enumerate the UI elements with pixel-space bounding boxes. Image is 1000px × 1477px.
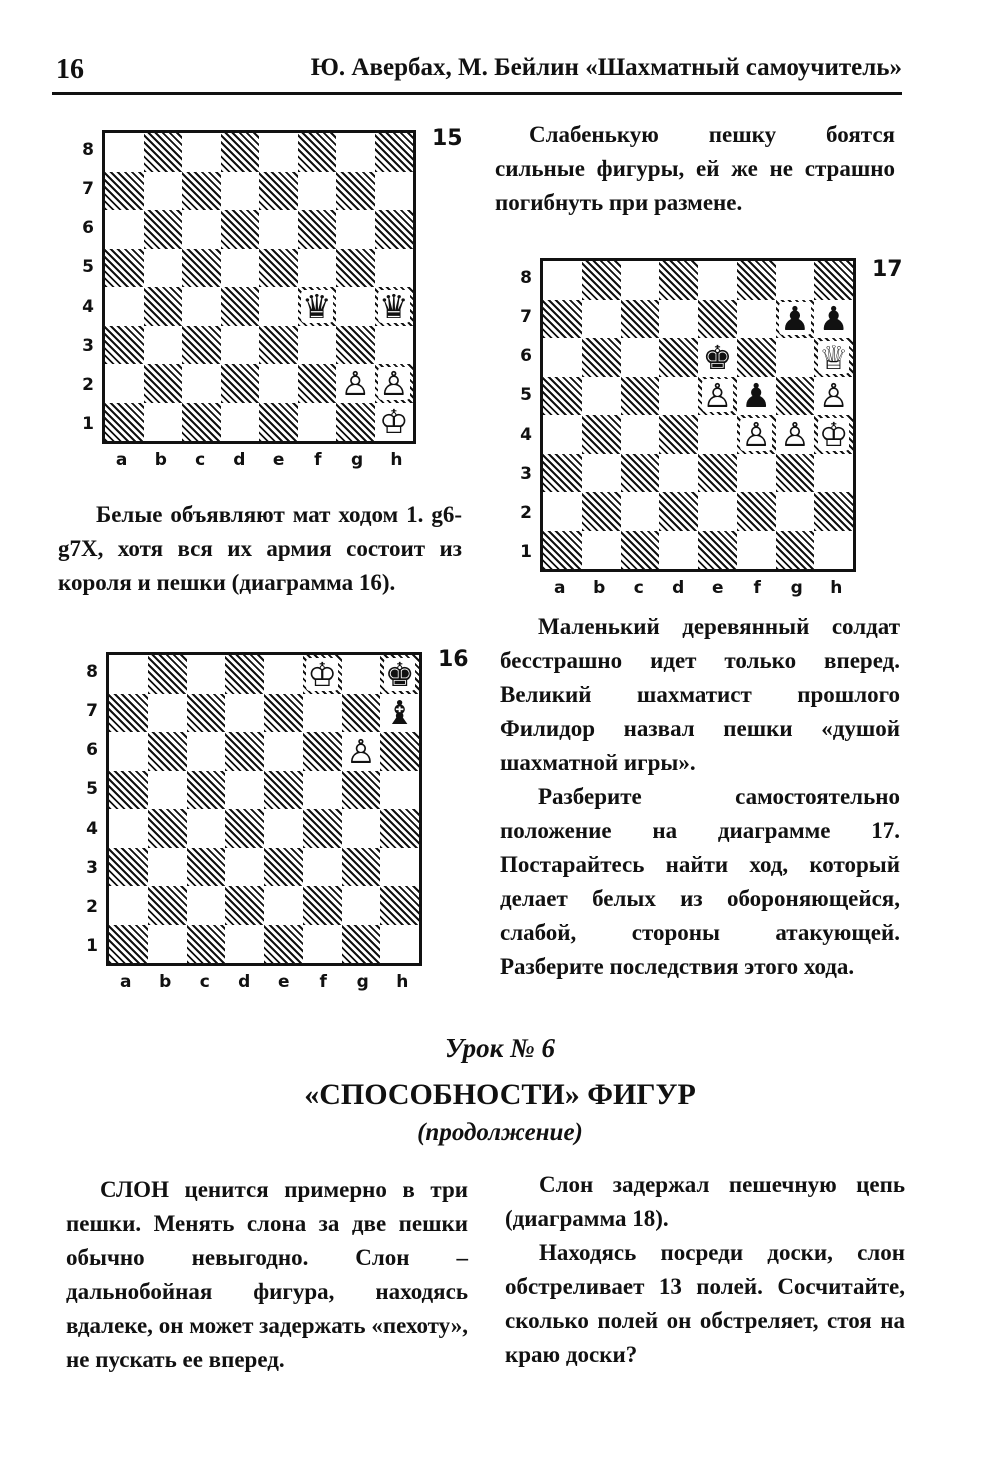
rank-label: 8	[520, 267, 532, 288]
square-f1	[298, 403, 337, 442]
square-d8	[659, 261, 698, 300]
square-g4	[342, 809, 381, 848]
square-f3	[737, 454, 776, 493]
square-c6	[182, 210, 221, 249]
square-a5	[105, 249, 144, 288]
rank-label: 3	[82, 335, 94, 356]
square-d7	[659, 300, 698, 339]
square-d4	[221, 287, 260, 326]
square-d2	[659, 492, 698, 531]
square-e7	[264, 694, 303, 733]
square-e6	[698, 338, 737, 377]
diagram-number-17: 17	[872, 257, 903, 282]
square-f5	[298, 249, 337, 288]
black-pawn-piece: ♟	[741, 376, 771, 416]
square-h6	[380, 732, 419, 771]
square-f4	[298, 287, 337, 326]
file-label: d	[238, 972, 251, 992]
rank-label: 3	[86, 857, 98, 878]
square-a2	[543, 492, 582, 531]
square-h5	[814, 377, 853, 416]
square-d6	[659, 338, 698, 377]
square-c2	[182, 364, 221, 403]
file-label: c	[633, 578, 644, 598]
square-b1	[582, 531, 621, 570]
square-b8	[582, 261, 621, 300]
square-h3	[380, 848, 419, 887]
square-d5	[221, 249, 260, 288]
file-label: e	[277, 972, 290, 992]
file-label: g	[356, 972, 369, 992]
page-number: 16	[56, 54, 84, 85]
square-b4	[148, 809, 187, 848]
square-d3	[659, 454, 698, 493]
square-e4	[698, 415, 737, 454]
square-e4	[259, 287, 298, 326]
square-g1	[342, 925, 381, 964]
paragraph-soldier: Маленький деревянный солдат бесстрашно идет только вперед. Великий шахматист прошлого Филидор назвал пешки «душой шахматной игры».	[500, 614, 900, 775]
square-e2	[264, 886, 303, 925]
square-b3	[148, 848, 187, 887]
square-f1	[303, 925, 342, 964]
square-d2	[225, 886, 264, 925]
square-f8	[737, 261, 776, 300]
square-g6	[776, 338, 815, 377]
square-g7	[776, 300, 815, 339]
square-c8	[621, 261, 660, 300]
rank-label: 7	[520, 306, 532, 327]
square-g1	[336, 403, 375, 442]
diagram-number-15: 15	[432, 126, 463, 151]
square-e5	[264, 771, 303, 810]
square-b8	[144, 133, 183, 172]
square-h8	[814, 261, 853, 300]
rank-label: 5	[82, 257, 94, 278]
square-c5	[182, 249, 221, 288]
square-c8	[187, 655, 226, 694]
file-label: d	[233, 450, 246, 470]
square-a8	[543, 261, 582, 300]
square-g6	[342, 732, 381, 771]
square-f6	[298, 210, 337, 249]
paragraph-bishop-chain: Слон задержал пешечную цепь (диаграмма 18).	[505, 1172, 905, 1231]
paragraph-bishop-center: Находясь посреди доски, слон обстреливает 13 полей. Сосчитайте, сколько полей он обстреляет, стоя на краю доски?	[505, 1240, 905, 1367]
square-g8	[776, 261, 815, 300]
square-d8	[221, 133, 260, 172]
square-e1	[259, 403, 298, 442]
file-label: b	[154, 450, 167, 470]
diagram-number-16: 16	[438, 647, 469, 672]
square-e5	[259, 249, 298, 288]
square-a7	[105, 172, 144, 211]
black-queen-piece: ♛	[301, 286, 332, 326]
square-b6	[148, 732, 187, 771]
square-h8	[375, 133, 414, 172]
square-c7	[621, 300, 660, 339]
square-a5	[543, 377, 582, 416]
square-a4	[109, 809, 148, 848]
square-g2	[776, 492, 815, 531]
chess-diagram-15	[102, 130, 416, 444]
square-e5	[698, 377, 737, 416]
square-h2	[380, 886, 419, 925]
file-label: h	[390, 450, 403, 470]
square-f8	[298, 133, 337, 172]
white-king-piece: ♔	[307, 654, 337, 694]
file-label: c	[199, 972, 210, 992]
chess-diagram-17	[540, 258, 856, 572]
rank-label: 5	[86, 779, 98, 800]
square-h7	[375, 172, 414, 211]
square-g8	[342, 655, 381, 694]
square-a1	[543, 531, 582, 570]
square-d4	[659, 415, 698, 454]
square-h3	[375, 326, 414, 365]
square-d8	[225, 655, 264, 694]
square-c3	[182, 326, 221, 365]
black-king-piece: ♚	[384, 654, 415, 694]
white-king-piece: ♔	[378, 402, 409, 442]
square-f3	[298, 326, 337, 365]
rank-label: 7	[86, 700, 98, 721]
square-a2	[105, 364, 144, 403]
square-c6	[187, 732, 226, 771]
square-e3	[698, 454, 737, 493]
file-label: h	[830, 578, 843, 598]
square-f7	[737, 300, 776, 339]
square-b4	[144, 287, 183, 326]
square-d3	[221, 326, 260, 365]
square-b6	[582, 338, 621, 377]
square-e7	[259, 172, 298, 211]
square-e8	[698, 261, 737, 300]
square-b2	[144, 364, 183, 403]
square-d6	[221, 210, 260, 249]
square-b7	[144, 172, 183, 211]
square-b5	[148, 771, 187, 810]
square-a4	[105, 287, 144, 326]
square-h7	[380, 694, 419, 733]
file-label: b	[159, 972, 172, 992]
square-h2	[375, 364, 414, 403]
rank-label: 7	[82, 178, 94, 199]
square-a2	[109, 886, 148, 925]
rank-label: 8	[86, 661, 98, 682]
lesson-title: «СПОСОБНОСТИ» ФИГУР	[304, 1078, 696, 1111]
square-c3	[621, 454, 660, 493]
square-d5	[659, 377, 698, 416]
square-a1	[109, 925, 148, 964]
square-b2	[582, 492, 621, 531]
square-h2	[814, 492, 853, 531]
white-pawn-piece: ♙	[741, 414, 771, 454]
square-b2	[148, 886, 187, 925]
square-a8	[105, 133, 144, 172]
rank-label: 1	[86, 936, 98, 957]
file-label: d	[672, 578, 685, 598]
square-c8	[182, 133, 221, 172]
rank-label: 5	[520, 385, 532, 406]
square-e1	[698, 531, 737, 570]
white-pawn-piece: ♙	[340, 363, 371, 403]
file-label: b	[593, 578, 606, 598]
square-g7	[336, 172, 375, 211]
file-label: a	[115, 450, 128, 470]
square-h6	[814, 338, 853, 377]
square-b3	[144, 326, 183, 365]
square-c7	[182, 172, 221, 211]
square-f7	[298, 172, 337, 211]
file-label: c	[195, 450, 206, 470]
square-a3	[105, 326, 144, 365]
square-c4	[187, 809, 226, 848]
file-label: e	[711, 578, 724, 598]
square-c7	[187, 694, 226, 733]
square-b8	[148, 655, 187, 694]
page-header	[52, 52, 902, 95]
square-b7	[148, 694, 187, 733]
square-d3	[225, 848, 264, 887]
square-c1	[182, 403, 221, 442]
square-e7	[698, 300, 737, 339]
square-h8	[380, 655, 419, 694]
square-b5	[582, 377, 621, 416]
rank-label: 1	[82, 414, 94, 435]
white-king-piece: ♔	[818, 414, 849, 454]
white-pawn-piece: ♙	[702, 376, 733, 416]
white-pawn-piece: ♙	[378, 363, 409, 403]
black-queen-piece: ♛	[378, 286, 409, 326]
square-h5	[375, 249, 414, 288]
paragraph-mate: Белые объявляют мат ходом 1. g6-g7X, хотя вся их армия состоит из короля и пешки (диаграмма 16).	[58, 502, 462, 595]
paragraph-bishop-value: СЛОН ценится примерно в три пешки. Менять слона за две пешки обычно невыгодно. Слон – дальнобойная фигура, находясь вдалеке, он может задержать «пехоту», не пускать ее вперед.	[66, 1177, 468, 1372]
lesson-subtitle: (продолжение)	[417, 1119, 583, 1146]
paragraph-exercise: Разберите самостоятельно положение на диаграмме 17. Постарайтесь найти ход, который делает белых из обороняющейся, слабой, стороны атакующей. Разберите последствия этого хода.	[500, 784, 900, 979]
rank-label: 4	[86, 818, 98, 839]
square-g5	[776, 377, 815, 416]
square-h1	[375, 403, 414, 442]
rank-label: 2	[520, 503, 532, 524]
square-b3	[582, 454, 621, 493]
square-f1	[737, 531, 776, 570]
running-title: Ю. Авербах, М. Бейлин «Шахматный самоучитель»	[310, 54, 902, 81]
white-pawn-piece: ♙	[346, 731, 376, 771]
rank-label: 1	[520, 542, 532, 563]
file-label: f	[753, 578, 761, 598]
rank-label: 2	[82, 375, 94, 396]
square-c5	[187, 771, 226, 810]
square-f6	[737, 338, 776, 377]
lesson-number: Урок № 6	[444, 1033, 556, 1063]
square-g1	[776, 531, 815, 570]
square-a3	[543, 454, 582, 493]
square-a8	[109, 655, 148, 694]
rank-label: 4	[520, 424, 532, 445]
square-e4	[264, 809, 303, 848]
square-f2	[303, 886, 342, 925]
square-c1	[187, 925, 226, 964]
square-c1	[621, 531, 660, 570]
square-g7	[342, 694, 381, 733]
square-h4	[375, 287, 414, 326]
file-label: f	[314, 450, 322, 470]
square-c4	[621, 415, 660, 454]
square-h4	[380, 809, 419, 848]
square-e8	[259, 133, 298, 172]
square-e1	[264, 925, 303, 964]
square-a5	[109, 771, 148, 810]
square-e6	[264, 732, 303, 771]
square-a1	[105, 403, 144, 442]
square-d6	[225, 732, 264, 771]
square-a4	[543, 415, 582, 454]
square-g5	[342, 771, 381, 810]
square-b1	[144, 403, 183, 442]
square-d5	[225, 771, 264, 810]
square-e3	[259, 326, 298, 365]
square-g6	[336, 210, 375, 249]
square-h6	[375, 210, 414, 249]
square-c2	[187, 886, 226, 925]
rank-label: 6	[86, 740, 98, 761]
square-e6	[259, 210, 298, 249]
square-b1	[148, 925, 187, 964]
square-h4	[814, 415, 853, 454]
square-d2	[221, 364, 260, 403]
square-g2	[342, 886, 381, 925]
square-d1	[221, 403, 260, 442]
file-label: a	[554, 578, 566, 598]
square-d7	[221, 172, 260, 211]
square-c4	[182, 287, 221, 326]
black-bishop-piece: ♝	[384, 693, 415, 733]
file-label: f	[319, 972, 327, 992]
square-f8	[303, 655, 342, 694]
rank-label: 4	[82, 296, 94, 317]
square-g5	[336, 249, 375, 288]
square-f4	[303, 809, 342, 848]
rank-label: 6	[82, 218, 94, 239]
square-e8	[264, 655, 303, 694]
square-d1	[659, 531, 698, 570]
rank-label: 8	[82, 139, 94, 160]
rank-label: 6	[520, 346, 532, 367]
square-g4	[776, 415, 815, 454]
white-queen-piece: ♕	[818, 337, 849, 377]
square-h3	[814, 454, 853, 493]
square-f4	[737, 415, 776, 454]
file-label: h	[396, 972, 409, 992]
square-g3	[776, 454, 815, 493]
square-g2	[336, 364, 375, 403]
square-h1	[380, 925, 419, 964]
square-f5	[737, 377, 776, 416]
file-label: a	[120, 972, 132, 992]
square-d4	[225, 809, 264, 848]
square-f2	[737, 492, 776, 531]
square-f5	[303, 771, 342, 810]
square-c3	[187, 848, 226, 887]
white-pawn-piece: ♙	[780, 414, 810, 454]
square-b7	[582, 300, 621, 339]
black-pawn-piece: ♟	[780, 299, 810, 339]
square-h7	[814, 300, 853, 339]
square-c6	[621, 338, 660, 377]
file-label: g	[351, 450, 364, 470]
square-d1	[225, 925, 264, 964]
square-g4	[336, 287, 375, 326]
file-label: e	[272, 450, 285, 470]
square-g3	[336, 326, 375, 365]
black-pawn-piece: ♟	[818, 299, 849, 339]
square-a6	[543, 338, 582, 377]
square-a7	[109, 694, 148, 733]
square-d7	[225, 694, 264, 733]
square-e2	[259, 364, 298, 403]
white-pawn-piece: ♙	[818, 376, 849, 416]
square-b5	[144, 249, 183, 288]
square-f3	[303, 848, 342, 887]
square-g8	[336, 133, 375, 172]
chess-diagram-16	[106, 652, 422, 966]
paragraph-weak-pawn: Слабенькую пешку боятся сильные фигуры, ей же не страшно погибнуть при размене.	[495, 122, 895, 215]
square-c2	[621, 492, 660, 531]
square-h1	[814, 531, 853, 570]
square-e2	[698, 492, 737, 531]
square-a7	[543, 300, 582, 339]
square-g3	[342, 848, 381, 887]
square-e3	[264, 848, 303, 887]
rank-label: 2	[86, 897, 98, 918]
black-king-piece: ♚	[702, 337, 733, 377]
square-f6	[303, 732, 342, 771]
square-f7	[303, 694, 342, 733]
rank-label: 3	[520, 463, 532, 484]
square-b4	[582, 415, 621, 454]
square-f2	[298, 364, 337, 403]
square-a3	[109, 848, 148, 887]
square-h5	[380, 771, 419, 810]
square-a6	[109, 732, 148, 771]
square-b6	[144, 210, 183, 249]
file-label: g	[790, 578, 803, 598]
square-c5	[621, 377, 660, 416]
square-a6	[105, 210, 144, 249]
